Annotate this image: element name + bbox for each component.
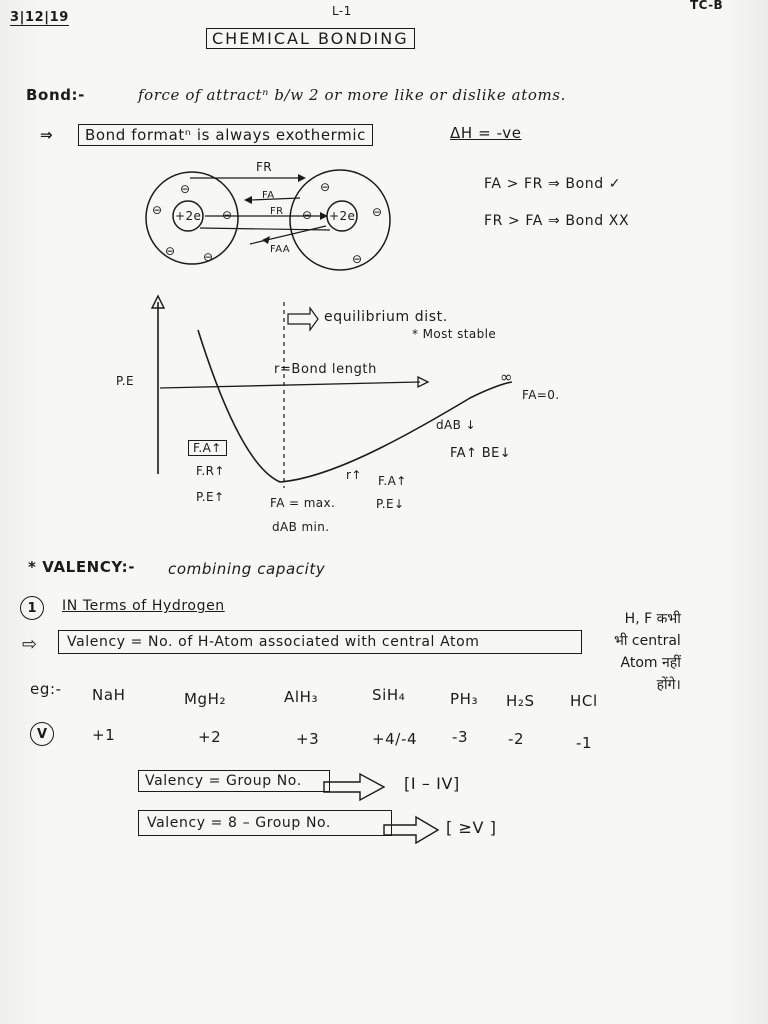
dab-decrease-label: dAB ↓ xyxy=(436,418,476,432)
example-label: eg:- xyxy=(30,680,62,698)
fa-max-label: FA = max. xyxy=(270,496,336,510)
valency-value-1: +1 xyxy=(92,726,116,744)
valency-value-5: -3 xyxy=(452,728,469,746)
bond-label: Bond:- xyxy=(26,86,85,104)
compound-7: HCl xyxy=(570,692,598,710)
valency-definition-box: Valency = No. of H-Atom associated with central Atom xyxy=(58,630,582,654)
compound-1: NaH xyxy=(92,686,126,704)
page-code: TC-B xyxy=(690,0,723,12)
exothermic-statement: Bond formatⁿ is always exothermic xyxy=(78,124,373,146)
right-fa-label: F.A↑ xyxy=(378,474,407,488)
nucleus-right-label: +2e xyxy=(329,209,356,223)
fa-zero-label: FA=0. xyxy=(522,388,560,402)
electron-8: ⊖ xyxy=(302,208,313,222)
compound-3: AlH₃ xyxy=(284,688,319,706)
electron-3: ⊖ xyxy=(222,208,233,222)
equilibrium-label: equilibrium dist. xyxy=(324,309,448,325)
electron-5: ⊖ xyxy=(203,250,214,264)
left-fr-label: F.R↑ xyxy=(196,464,225,478)
r-increase-label: r↑ xyxy=(346,468,362,482)
hindi-note-line-1: H, F कभी xyxy=(624,611,681,627)
page-title: CHEMICAL BONDING xyxy=(206,28,415,49)
compound-6: H₂S xyxy=(506,692,535,710)
electron-2: ⊖ xyxy=(152,203,163,217)
left-fa-label: F.A↑ xyxy=(188,440,227,456)
bond-definition: force of attractⁿ b/w 2 or more like or dislike atoms. xyxy=(138,86,566,104)
compound-5: PH₃ xyxy=(450,690,479,708)
valency-value-6: -2 xyxy=(508,730,525,748)
left-pe-label: P.E↑ xyxy=(196,490,225,504)
hindi-note-line-4: होंगे। xyxy=(656,677,681,693)
fr-inner-label: FR xyxy=(270,206,284,217)
compound-2: MgH₂ xyxy=(184,690,227,708)
valency-heading: * VALENCY:- xyxy=(28,558,136,576)
compound-4: SiH₄ xyxy=(372,686,406,704)
in-terms-heading: IN Terms of Hydrogen xyxy=(62,598,225,614)
valency-value-4: +4/-4 xyxy=(372,730,418,748)
bond-length-label: r=Bond length xyxy=(274,362,377,377)
fa-be-label: FA↑ BE↓ xyxy=(450,446,512,461)
rule-eight-minus-range: [ ≥V ] xyxy=(446,818,497,837)
condition-fr-greater: FR > FA ⇒ Bond XX xyxy=(484,213,630,229)
lecture-number: L-1 xyxy=(332,4,352,18)
point-one-marker: 1 xyxy=(20,596,44,620)
valency-value-7: -1 xyxy=(576,734,593,752)
date-text: 3|12|19 xyxy=(10,10,69,25)
fr-label: FR xyxy=(256,160,273,174)
rule-group-number-box: Valency = Group No. xyxy=(138,770,330,792)
rule-eight-minus-box: Valency = 8 – Group No. xyxy=(138,810,392,836)
dab-min-label: dAB min. xyxy=(272,520,330,534)
valency-marker: V xyxy=(30,722,54,746)
valency-value-2: +2 xyxy=(198,728,222,746)
electron-7: ⊖ xyxy=(372,205,383,219)
hindi-note-line-2: भी central xyxy=(614,633,681,649)
electron-1: ⊖ xyxy=(180,182,191,196)
faa-label: FAA xyxy=(270,244,290,255)
hindi-note-line-3: Atom नहीं xyxy=(620,655,681,671)
rule-group-range: [I – IV] xyxy=(404,774,460,793)
valency-value-3: +3 xyxy=(296,730,320,748)
valency-definition: combining capacity xyxy=(168,560,326,578)
delta-h-text: ΔH = -ve xyxy=(450,124,522,142)
most-stable-label: * Most stable xyxy=(412,327,497,341)
implies-arrow: ⇒ xyxy=(40,126,54,144)
fa-label: FA xyxy=(262,190,275,201)
electron-6: ⊖ xyxy=(320,180,331,194)
nucleus-left-label: +2e xyxy=(175,209,202,223)
right-pe-label: P.E↓ xyxy=(376,497,405,511)
electron-9: ⊖ xyxy=(352,252,363,266)
arrow-marker: ⇨ xyxy=(22,634,38,655)
pe-axis-label: P.E xyxy=(116,374,134,388)
electron-4: ⊖ xyxy=(165,244,176,258)
condition-fa-greater: FA > FR ⇒ Bond ✓ xyxy=(484,176,622,192)
infinity-label: ∞ xyxy=(500,368,514,386)
